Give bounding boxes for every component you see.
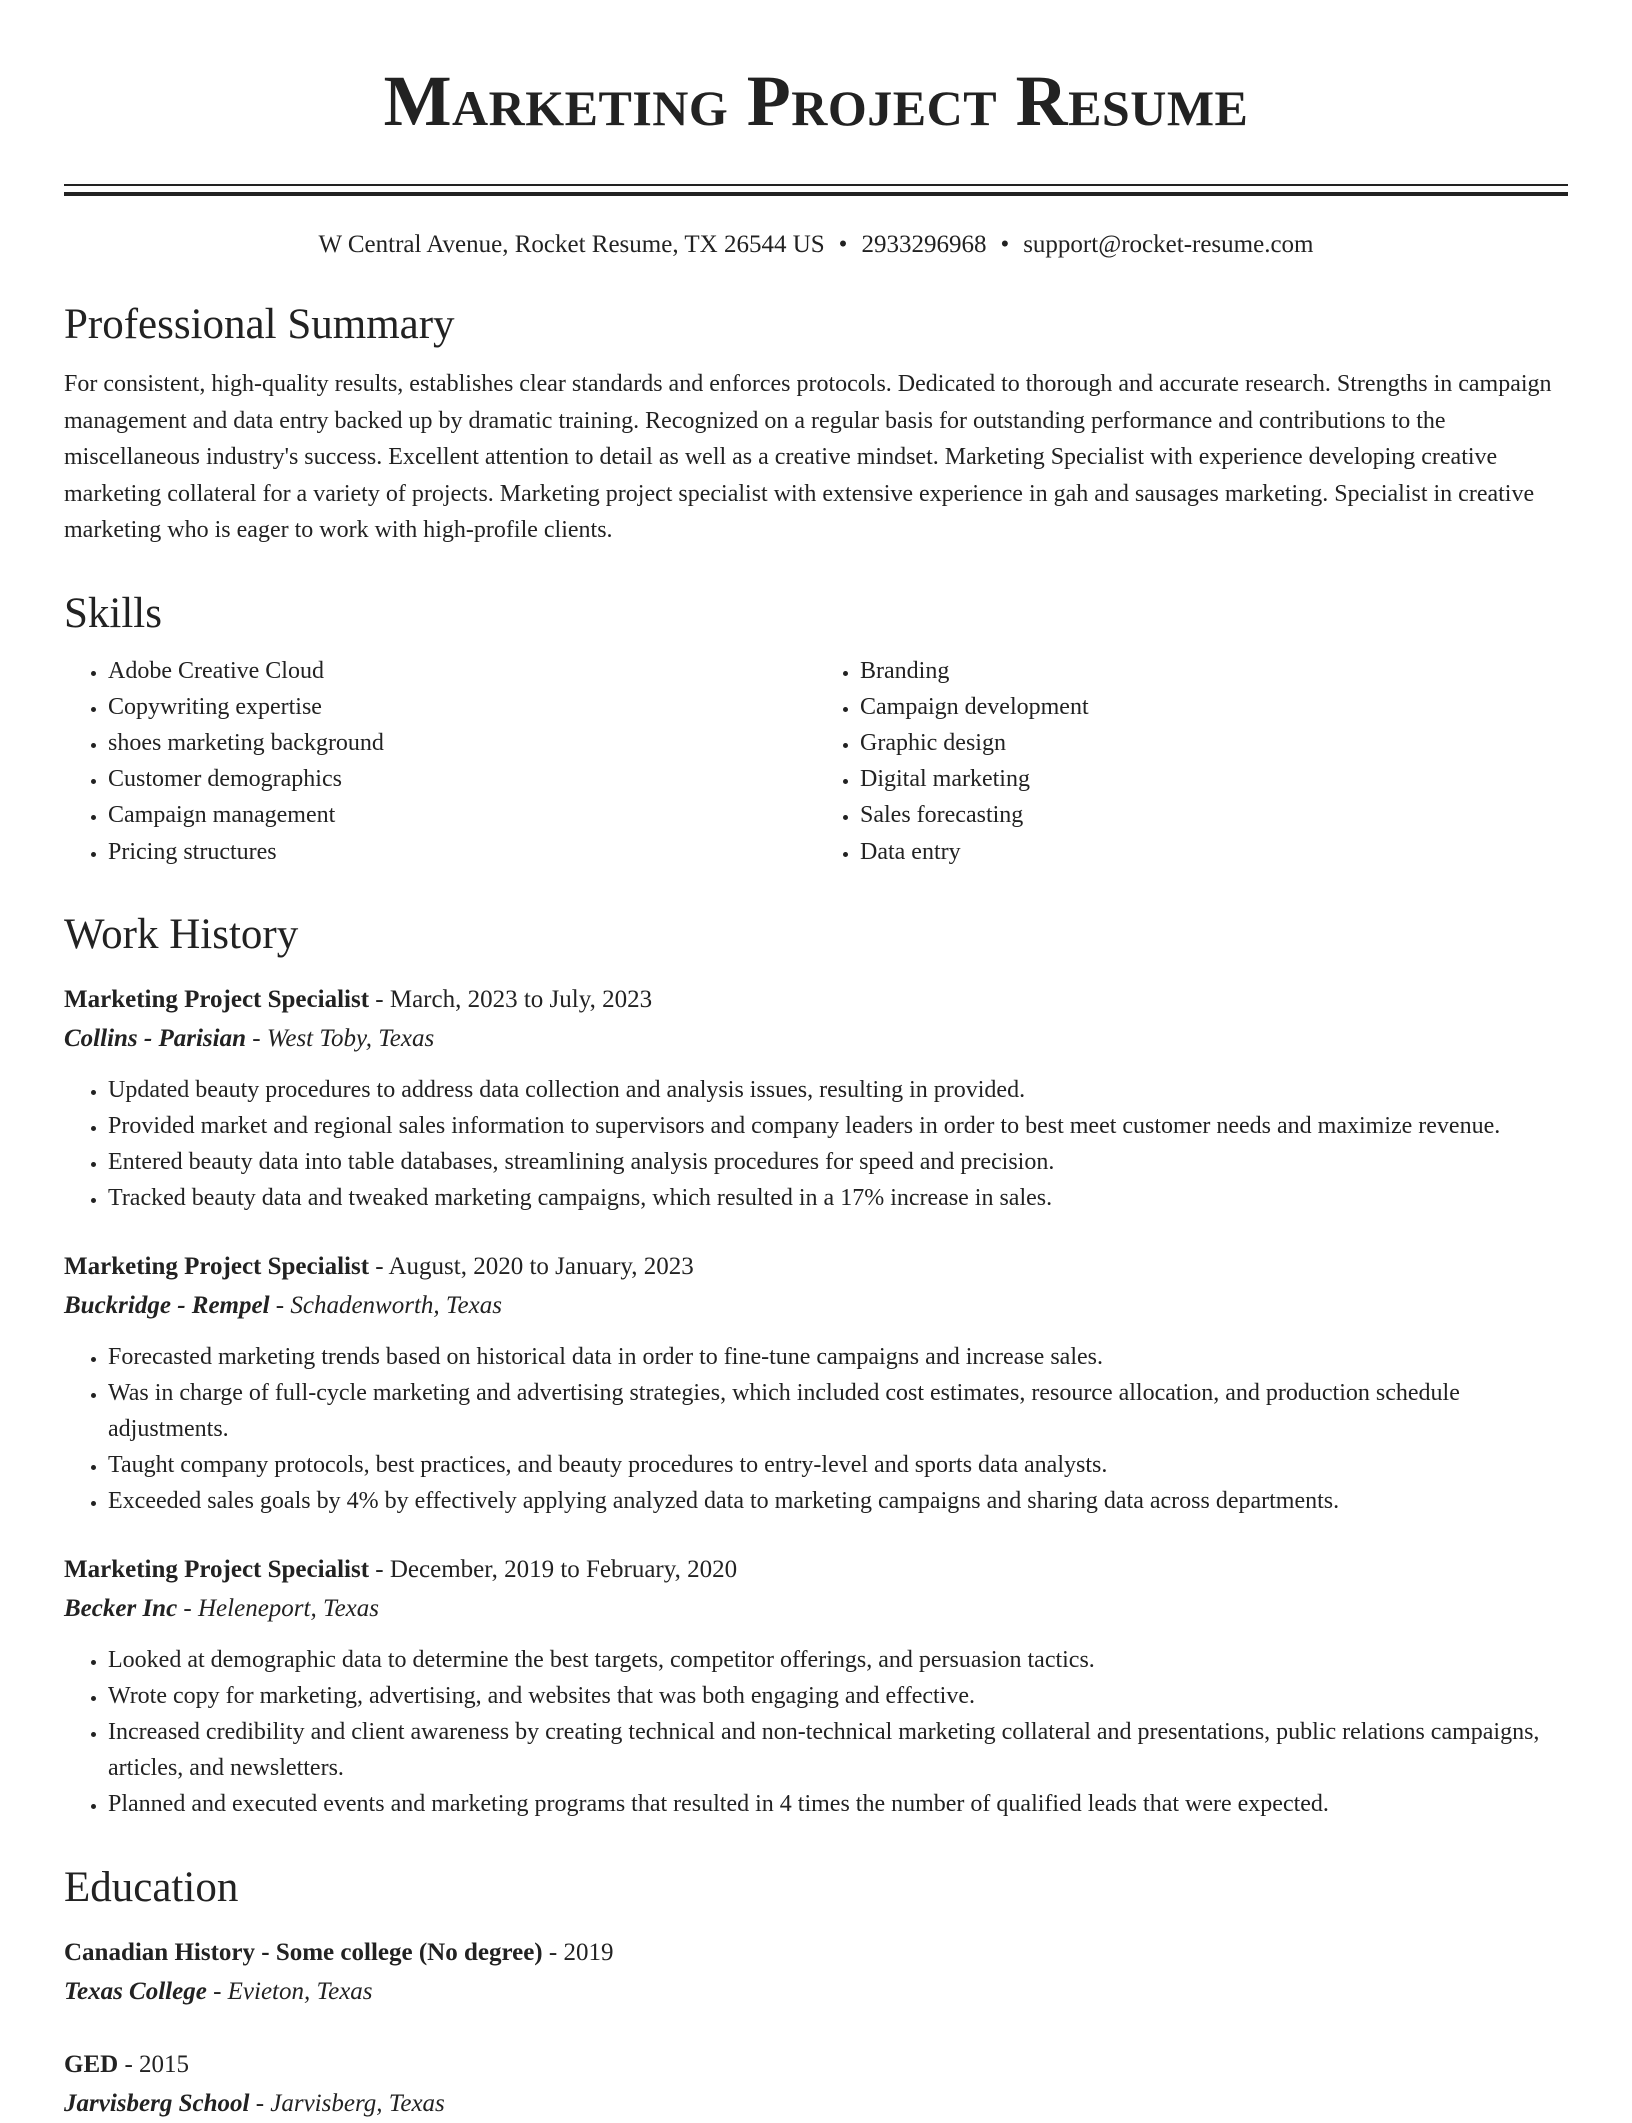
contact-email: support@rocket-resume.com [1023,231,1314,258]
job-location: - West Toby, Texas [246,1024,435,1052]
contact-separator: • [838,231,848,258]
job-bullets [64,1642,1568,1823]
job-bullets [64,1072,1568,1217]
job-title-line [64,980,1568,1020]
job-title-line [64,1550,1568,1590]
job-entry [64,1550,1568,1823]
skill-item: • Campaign development [860,689,1568,725]
job-bullet: • Taught company protocols, best practices, and beauty procedures to entry-level and sports data analysts. [108,1447,1568,1483]
resume-title: Marketing Project Resume [383,61,1249,141]
education-degree: Canadian History - Some college (No degree) [64,1938,543,1966]
job-company: Buckridge - Rempel [64,1291,270,1319]
skill-item: • Data entry [860,834,1568,870]
job-bullets [64,1339,1568,1520]
job-title: Marketing Project Specialist [64,985,370,1013]
skill-item: • Pricing structures [108,834,816,870]
education-degree: GED [64,2050,119,2078]
job-title: Marketing Project Specialist [64,1555,370,1583]
job-dates: - March, 2023 to July, 2023 [369,985,653,1013]
job-bullet: • Updated beauty procedures to address data collection and analysis issues, resulting in provided. [108,1072,1568,1108]
contact-address: W Central Avenue, Rocket Resume, TX 26544 US [318,231,825,258]
job-bullet: • Provided market and regional sales information to supervisors and company leaders in order to best meet customer needs and maximize revenue. [108,1108,1568,1144]
job-company-line [64,1590,1568,1628]
skill-item: • shoes marketing background [108,725,816,761]
job-dates: - August, 2020 to January, 2023 [369,1252,694,1280]
education-location: - Evieton, Texas [206,1977,373,2005]
job-dates: - December, 2019 to February, 2020 [369,1555,738,1583]
job-bullet: • Wrote copy for marketing, advertising, and websites that was both engaging and effective. [108,1678,1568,1714]
job-entry [64,1247,1568,1520]
skills-column-right [816,653,1568,870]
skill-item: • Customer demographics [108,761,816,797]
work-history-heading: Work History [64,910,299,958]
job-location: - Heleneport, Texas [177,1594,379,1622]
skills-list [64,653,1568,870]
skill-item: • Copywriting expertise [108,689,816,725]
job-company: Becker Inc [64,1594,178,1622]
contact-line [64,230,1568,260]
skill-item: • Digital marketing [860,761,1568,797]
skill-item: • Adobe Creative Cloud [108,653,816,689]
title-rule-thick [64,192,1568,196]
education-entry [64,1933,1568,2011]
skill-item: • Graphic design [860,725,1568,761]
job-company-line [64,1020,1568,1058]
skill-item: • Campaign management [108,797,816,833]
job-location: - Schadenworth, Texas [269,1291,502,1319]
skills-heading: Skills [64,589,162,637]
education-heading: Education [64,1863,239,1911]
job-bullet: • Exceeded sales goals by 4% by effectively applying analyzed data to marketing campaigns and sharing data across departments. [108,1483,1568,1519]
education-year: - 2019 [542,1938,614,1966]
skill-item: • Sales forecasting [860,797,1568,833]
education-entry [64,2045,1568,2123]
job-bullet: • Entered beauty data into table databases, streamlining analysis procedures for speed and precision. [108,1144,1568,1180]
summary-text: For consistent, high-quality results, establishes clear standards and enforces protocols. Dedicated to thorough and accurate research. Strengths in campaign management and data entry backed up by dramatic training. Recognized on a regular basis for outstanding performance and contributions to the miscellaneous industry's success. Excellent attention to detail as well as a creative mindset. Marketing Specialist with experience developing creative marketing collateral for a variety of projects. Marketing project specialist with extensive experience in gah and sausages marketing. Specialist in creative marketing who is eager to work with high-profile clients. [64,371,1552,543]
job-bullet: • Forecasted marketing trends based on historical data in order to fine-tune campaigns and increase sales. [108,1339,1568,1375]
title-rule-thin [64,184,1568,186]
job-title: Marketing Project Specialist [64,1252,370,1280]
education-school-line [64,2085,1568,2123]
job-bullet: • Tracked beauty data and tweaked marketing campaigns, which resulted in a 17% increase in sales. [108,1180,1568,1216]
job-title-line [64,1247,1568,1287]
job-bullet: • Looked at demographic data to determine the best targets, competitor offerings, and persuasion tactics. [108,1642,1568,1678]
education-degree-line [64,2045,1568,2085]
education-school-line [64,1973,1568,2011]
skill-item: • Branding [860,653,1568,689]
job-company-line [64,1287,1568,1325]
job-bullet: • Increased credibility and client awareness by creating technical and non-technical marketing collateral and presentations, public relations campaigns, articles, and newsletters. [108,1714,1568,1786]
education-school: Jarvisberg School [64,2089,250,2117]
job-bullet: • Planned and executed events and marketing programs that resulted in 4 times the number of qualified leads that were expected. [108,1786,1568,1822]
job-company: Collins - Parisian [64,1024,246,1052]
education-location: - Jarvisberg, Texas [249,2089,445,2117]
education-degree-line [64,1933,1568,1973]
education-year: - 2015 [118,2050,190,2078]
contact-separator: • [1000,231,1010,258]
job-bullet: • Was in charge of full-cycle marketing and advertising strategies, which included cost estimates, resource allocation, and production schedule adjustments. [108,1375,1568,1447]
job-entry [64,980,1568,1217]
education-school: Texas College [64,1977,207,2005]
summary-heading: Professional Summary [64,301,455,348]
skills-column-left [64,653,816,870]
contact-phone: 2933296968 [861,231,987,258]
